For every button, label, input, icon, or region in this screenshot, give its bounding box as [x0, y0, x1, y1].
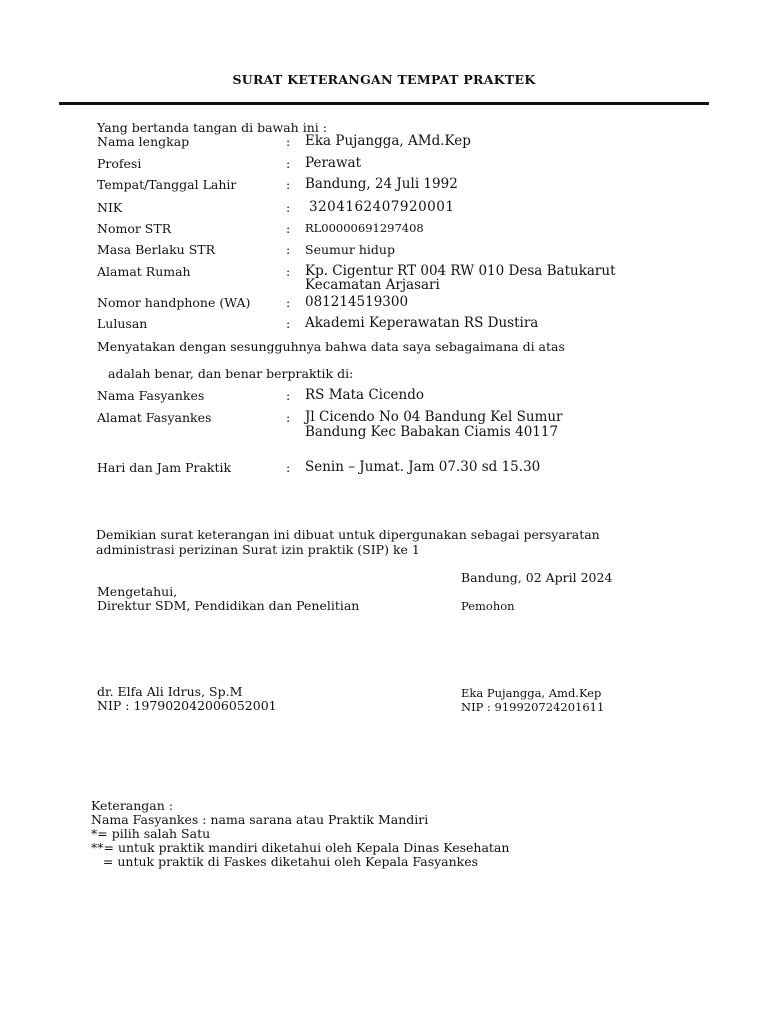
field-label-ttl: Tempat/Tanggal Lahir	[97, 177, 237, 192]
field-label-lulusan: Lulusan	[97, 316, 148, 331]
practice-value-nama-fasyankes: RS Mata Cicendo	[305, 387, 425, 403]
field-value-str: RL00000691297408	[305, 221, 424, 235]
place-date: Bandung, 02 April 2024	[461, 570, 613, 585]
field-colon: :	[286, 410, 291, 425]
field-colon: :	[286, 134, 291, 149]
field-colon: :	[286, 316, 291, 331]
note-line: Nama Fasyankes : nama sarana atau Praktik Mandiri	[91, 812, 429, 827]
field-colon: :	[286, 295, 291, 310]
left-sign-name: dr. Elfa Ali Idrus, Sp.M	[97, 684, 243, 699]
note-line: **= untuk praktik mandiri diketahui oleh Kepala Dinas Kesehatan	[91, 840, 510, 855]
field-label-nama: Nama lengkap	[97, 134, 190, 149]
right-sign-role: Pemohon	[461, 599, 515, 613]
left-sign-line-2: Direktur SDM, Pendidikan dan Penelitian	[97, 598, 360, 613]
field-colon: :	[286, 200, 291, 215]
right-sign-name: Eka Pujangga, Amd.Kep	[461, 686, 602, 700]
field-label-handphone: Nomor handphone (WA)	[97, 295, 251, 310]
field-value-nik: 3204162407920001	[309, 199, 455, 215]
field-label-alamat: Alamat Rumah	[97, 264, 191, 279]
statement-line-1: Menyatakan dengan sesungguhnya bahwa data saya sebagaimana di atas	[97, 339, 565, 354]
field-label-masa-berlaku: Masa Berlaku STR	[97, 242, 216, 257]
note-line: *= pilih salah Satu	[91, 826, 211, 841]
practice-label-hari-jam: Hari dan Jam Praktik	[97, 460, 232, 475]
field-colon: :	[286, 221, 291, 236]
field-value-profesi: Perawat	[305, 155, 361, 171]
field-value-lulusan: Akademi Keperawatan RS Dustira	[305, 315, 539, 331]
field-label-profesi: Profesi	[97, 156, 142, 171]
practice-label-nama-fasyankes: Nama Fasyankes	[97, 388, 205, 403]
field-value-masa-berlaku: Seumur hidup	[305, 242, 395, 257]
left-sign-nip: NIP : 197902042006052001	[97, 698, 277, 713]
practice-value-alamat-fasyankes: Jl Cicendo No 04 Bandung Kel Sumur	[305, 409, 563, 425]
field-label-nik: NIK	[97, 200, 123, 215]
field-label-str: Nomor STR	[97, 221, 172, 236]
practice-value-hari-jam: Senin – Jumat. Jam 07.30 sd 15.30	[305, 459, 541, 475]
field-colon: :	[286, 242, 291, 257]
field-colon: :	[286, 177, 291, 192]
title-divider	[59, 102, 709, 105]
field-value-ttl: Bandung, 24 Juli 1992	[305, 176, 458, 192]
notes-heading: Keterangan :	[91, 798, 173, 813]
field-value-nama: Eka Pujangga, AMd.Kep	[305, 133, 471, 149]
field-colon: :	[286, 388, 291, 403]
note-line: = untuk praktik di Faskes diketahui oleh Kepala Fasyankes	[91, 854, 479, 869]
closing-line-1: Demikian surat keterangan ini dibuat untuk dipergunakan sebagai persyaratan	[96, 527, 600, 542]
field-value-alamat: Kp. Cigentur RT 004 RW 010 Desa Batukarut	[305, 263, 616, 279]
field-value-handphone: 081214519300	[305, 294, 409, 310]
left-sign-line-1: Mengetahui,	[97, 584, 178, 599]
closing-line-2: administrasi perizinan Surat izin praktik (SIP) ke 1	[96, 542, 420, 557]
field-colon: :	[286, 460, 291, 475]
document-title: SURAT KETERANGAN TEMPAT PRAKTEK	[232, 72, 536, 87]
practice-value-alamat-fasyankes-line2: Bandung Kec Babakan Ciamis 40117	[305, 424, 559, 440]
field-colon: :	[286, 264, 291, 279]
practice-label-alamat-fasyankes: Alamat Fasyankes	[97, 410, 212, 425]
field-colon: :	[286, 156, 291, 171]
statement-line-2: adalah benar, dan benar berpraktik di:	[108, 366, 354, 381]
field-value-alamat-line2: Kecamatan Arjasari	[305, 277, 440, 293]
intro-text: Yang bertanda tangan di bawah ini :	[97, 120, 327, 135]
right-sign-nip: NIP : 919920724201611	[461, 700, 605, 714]
